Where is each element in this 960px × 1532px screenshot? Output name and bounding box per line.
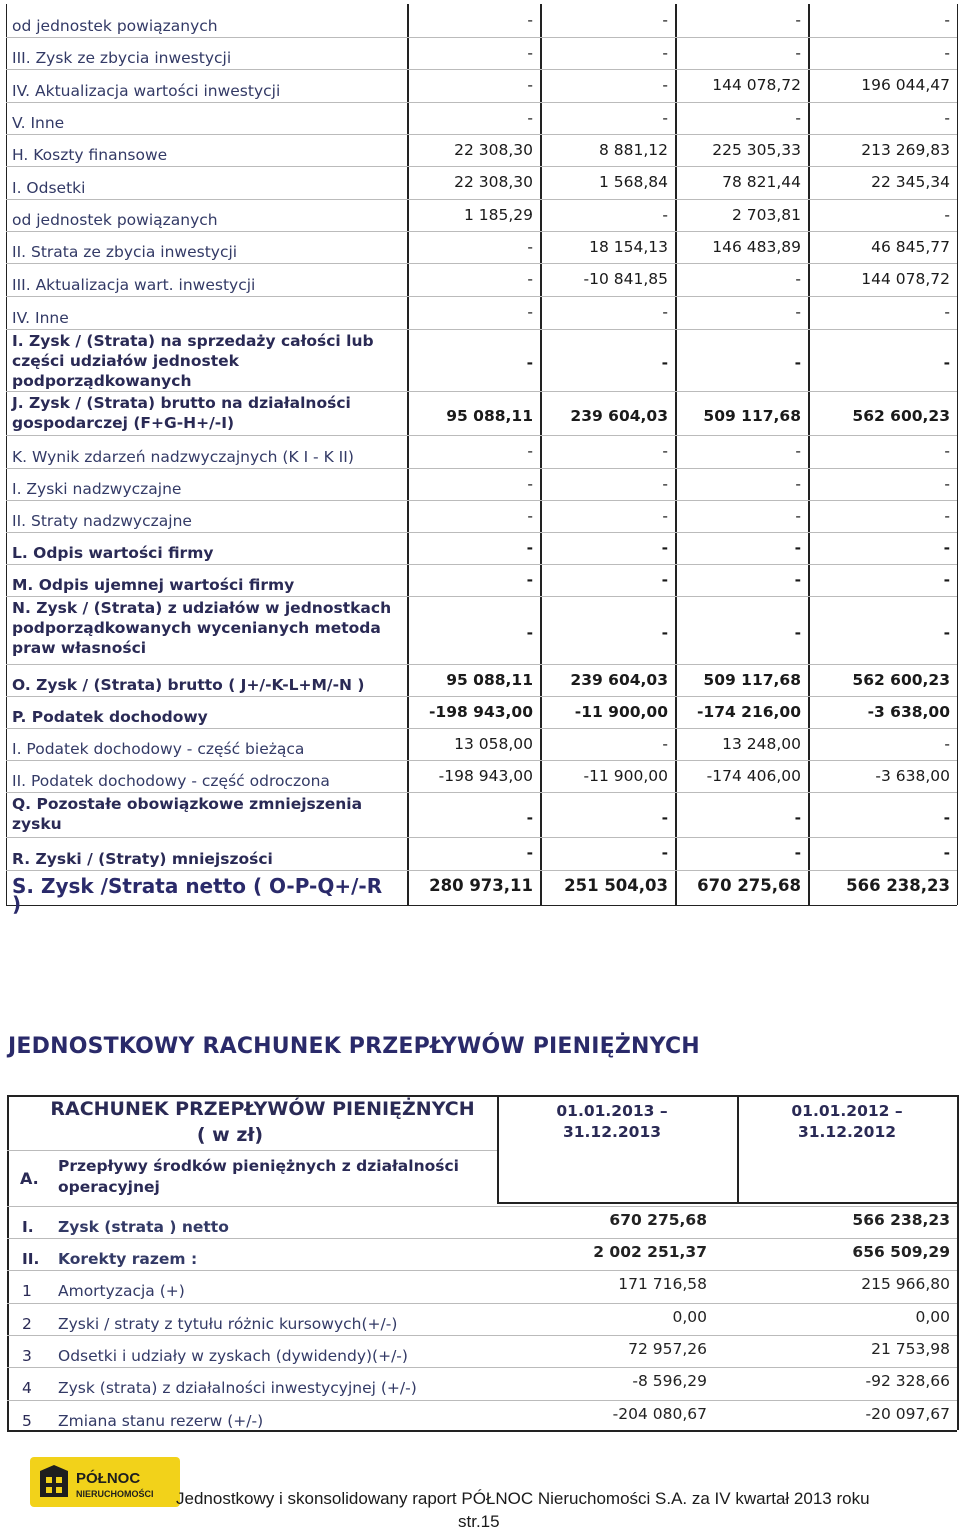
pl-value-cell: 18 154,13 [589, 238, 668, 256]
logo-subtitle: NIERUCHOMOŚCI [76, 1489, 154, 1499]
pl-value-cell: - [662, 76, 668, 94]
cf-value-2012: 566 238,23 [852, 1211, 950, 1229]
pl-value-cell: - [662, 442, 668, 460]
cf-value-2012: 21 753,98 [871, 1340, 950, 1358]
pl-value-cell: - [526, 354, 533, 372]
cf-value-2013: 670 275,68 [609, 1211, 707, 1229]
pl-row-label: I. Odsetki [12, 179, 86, 197]
cf-row-label: Amortyzacja (+) [58, 1282, 185, 1300]
pl-value-cell: - [944, 109, 950, 127]
pl-value-cell: - [794, 624, 801, 642]
cf-section-label: Przepływy środków pieniężnych z działalności operacyjnej [58, 1157, 459, 1196]
pl-value-cell: -11 900,00 [574, 703, 668, 721]
pl-value-cell: - [795, 11, 801, 29]
pl-value-cell: 144 078,72 [712, 76, 801, 94]
pl-value-cell: 144 078,72 [861, 270, 950, 288]
page-number: str.15 [458, 1512, 500, 1531]
pl-value-cell: 239 604,03 [570, 407, 668, 425]
cf-row-label: Korekty razem : [58, 1250, 198, 1268]
pl-value-cell: - [526, 808, 533, 827]
pl-row-label: N. Zysk / (Strata) z udziałów w jednostkach podporządkowanych wycenianych metoda praw własności [12, 599, 392, 657]
pl-value-cell: - [944, 735, 950, 753]
pl-value-cell: - [944, 303, 950, 321]
pl-value-cell: 566 238,23 [846, 876, 950, 895]
pl-value-cell: 509 117,68 [703, 671, 801, 689]
pl-row-label: H. Koszty finansowe [12, 146, 168, 164]
pl-value-cell: - [526, 624, 533, 642]
pl-value-cell: - [661, 844, 668, 862]
cf-row-label: Zyski / straty z tytułu różnic kursowych(+/-) [58, 1315, 398, 1333]
pl-value-cell: -174 406,00 [706, 767, 801, 785]
pl-value-cell: 670 275,68 [697, 876, 801, 895]
pl-value-cell: - [661, 571, 668, 589]
pl-value-cell: - [794, 844, 801, 862]
pl-value-cell: 95 088,11 [446, 671, 533, 689]
pl-value-cell: 13 058,00 [454, 735, 533, 753]
pl-value-cell: 8 881,12 [598, 141, 668, 159]
pl-row-label: IV. Aktualizacja wartości inwestycji [12, 82, 281, 100]
cf-row-number: 2 [22, 1315, 32, 1333]
pl-value-cell: 46 845,77 [871, 238, 950, 256]
pl-value-cell: - [795, 44, 801, 62]
pl-value-cell: - [662, 11, 668, 29]
pl-value-cell: - [795, 507, 801, 525]
pl-value-cell: 239 604,03 [570, 671, 668, 689]
pl-value-cell: - [662, 206, 668, 224]
pl-value-cell: - [943, 571, 950, 589]
pl-row-label: III. Aktualizacja wart. inwestycji [12, 276, 256, 294]
pl-value-cell: - [795, 303, 801, 321]
pl-value-cell: - [944, 44, 950, 62]
pl-value-cell: - [527, 475, 533, 493]
cf-col1-period-start: 01.01.2013 – [556, 1102, 668, 1120]
pl-value-cell: -174 216,00 [697, 703, 801, 721]
pl-row-label: III. Zysk ze zbycia inwestycji [12, 49, 232, 67]
pl-row-label: I. Zysk / (Strata) na sprzedaży całości lub części udziałów jednostek podporządkowanych [12, 332, 374, 390]
pl-value-cell: - [661, 624, 668, 642]
pl-value-cell: - [526, 571, 533, 589]
pl-value-cell: - [794, 354, 801, 372]
cf-header-title: RACHUNEK PRZEPŁYWÓW PIENIĘŻNYCH [50, 1098, 475, 1120]
cf-row-number: 3 [22, 1347, 32, 1365]
pl-value-cell: 280 973,11 [429, 876, 533, 895]
cf-value-2013: 72 957,26 [628, 1340, 707, 1358]
pl-value-cell: - [662, 507, 668, 525]
pl-value-cell: - [527, 109, 533, 127]
cf-row-number: I. [22, 1218, 34, 1236]
cf-row-number: 1 [22, 1282, 32, 1300]
pl-row-label: od jednostek powiązanych [12, 211, 218, 229]
cf-value-2012: 656 509,29 [852, 1243, 950, 1261]
pl-value-cell: - [794, 539, 801, 557]
pl-row-label: O. Zysk / (Strata) brutto ( J+/-K-L+M/-N ) [12, 676, 365, 694]
cf-value-2013: -204 080,67 [612, 1405, 707, 1423]
pl-value-cell: - [661, 539, 668, 557]
cf-value-2013: -8 596,29 [632, 1372, 707, 1390]
pl-value-cell: - [944, 475, 950, 493]
pl-value-cell: -3 638,00 [867, 703, 950, 721]
pl-value-cell: - [795, 442, 801, 460]
pl-value-cell: - [527, 238, 533, 256]
pl-value-cell: 22 308,30 [454, 141, 533, 159]
pl-row-label: II. Podatek dochodowy - część odroczona [12, 772, 330, 790]
pl-value-cell: - [527, 76, 533, 94]
pl-value-cell: - [943, 624, 950, 642]
pl-value-cell: 225 305,33 [712, 141, 801, 159]
pl-value-cell: 78 821,44 [722, 173, 801, 191]
pl-row-label: M. Odpis ujemnej wartości firmy [12, 576, 295, 594]
pl-value-cell: - [527, 507, 533, 525]
cf-row-label: Odsetki i udziały w zyskach (dywidendy)(+/-) [58, 1347, 408, 1365]
cf-col2-period-end: 31.12.2012 [797, 1123, 897, 1141]
pl-value-cell: 196 044,47 [861, 76, 950, 94]
cf-row-number: 4 [22, 1379, 32, 1397]
pl-value-cell: 22 308,30 [454, 173, 533, 191]
pl-value-cell: - [943, 354, 950, 372]
pl-row-label: I. Zyski nadzwyczajne [12, 480, 182, 498]
cf-value-2012: 215 966,80 [861, 1275, 950, 1293]
pl-value-cell: 562 600,23 [852, 671, 950, 689]
pl-row-label: Q. Pozostałe obowiązkowe zmniejszenia zysku [12, 795, 363, 833]
pl-value-cell: - [944, 206, 950, 224]
footer-text: Jednostkowy i skonsolidowany raport PÓŁNOC Nieruchomości S.A. za IV kwartał 2013 roku [176, 1489, 870, 1508]
pl-value-cell: 95 088,11 [446, 407, 533, 425]
pl-value-cell: - [662, 475, 668, 493]
pl-value-cell: -10 841,85 [583, 270, 668, 288]
pl-value-cell: - [661, 808, 668, 827]
pl-value-cell: 251 504,03 [564, 876, 668, 895]
cash-flow-section-title: JEDNOSTKOWY RACHUNEK PRZEPŁYWÓW PIENIĘŻNYCH [8, 1034, 700, 1059]
cf-row-label: Zysk (strata ) netto [58, 1218, 229, 1236]
pl-value-cell: - [944, 11, 950, 29]
pl-row-label: K. Wynik zdarzeń nadzwyczajnych (K I - K II) [12, 448, 354, 466]
pl-value-cell: -11 900,00 [583, 767, 668, 785]
pl-row-label: V. Inne [12, 114, 65, 132]
pl-value-cell: - [661, 354, 668, 372]
company-logo [30, 1457, 180, 1507]
cf-value-2012: -20 097,67 [865, 1405, 950, 1423]
pl-row-label: II. Straty nadzwyczajne [12, 512, 192, 530]
pl-value-cell: - [795, 475, 801, 493]
cf-row-label: Zmiana stanu rezerw (+/-) [58, 1412, 264, 1430]
pl-value-cell: - [527, 442, 533, 460]
pl-value-cell: - [662, 303, 668, 321]
cf-value-2013: 171 716,58 [618, 1275, 707, 1293]
pl-value-cell: - [662, 109, 668, 127]
pl-value-cell: - [943, 539, 950, 557]
pl-row-label: S. Zysk /Strata netto ( O-P-Q+/-R ) [12, 874, 383, 916]
pl-value-cell: -198 943,00 [429, 703, 533, 721]
cf-col2-period-start: 01.01.2012 – [791, 1102, 903, 1120]
pl-value-cell: - [662, 44, 668, 62]
pl-value-cell: - [527, 303, 533, 321]
pl-value-cell: - [944, 442, 950, 460]
pl-value-cell: 1 568,84 [598, 173, 668, 191]
pl-value-cell: 562 600,23 [852, 407, 950, 425]
pl-row-label: II. Strata ze zbycia inwestycji [12, 243, 238, 261]
pl-value-cell: - [794, 571, 801, 589]
pl-value-cell: 213 269,83 [861, 141, 950, 159]
pl-value-cell: - [526, 844, 533, 862]
pl-value-cell: 22 345,34 [871, 173, 950, 191]
cf-value-2012: 0,00 [915, 1308, 950, 1326]
pl-value-cell: - [527, 11, 533, 29]
pl-value-cell: 2 703,81 [731, 206, 801, 224]
pl-row-label: P. Podatek dochodowy [12, 708, 208, 726]
logo-name: PÓŁNOC [76, 1470, 141, 1487]
pl-value-cell: - [527, 44, 533, 62]
pl-value-cell: 13 248,00 [722, 735, 801, 753]
pl-value-cell: - [794, 808, 801, 827]
cf-col1-period-end: 31.12.2013 [562, 1123, 662, 1141]
cf-row-number: II. [22, 1250, 40, 1268]
cf-row-label: Zysk (strata) z działalności inwestycyjnej (+/-) [58, 1379, 417, 1397]
pl-value-cell: - [795, 270, 801, 288]
pl-value-cell: - [526, 539, 533, 557]
cf-row-number: 5 [22, 1412, 32, 1430]
pl-value-cell: 146 483,89 [712, 238, 801, 256]
cf-value-2012: -92 328,66 [865, 1372, 950, 1390]
cf-value-2013: 0,00 [672, 1308, 707, 1326]
pl-row-label: I. Podatek dochodowy - część bieżąca [12, 740, 305, 758]
cf-section-letter: A. [20, 1169, 39, 1188]
pl-value-cell: 1 185,29 [463, 206, 533, 224]
cf-header-unit: ( w zł) [196, 1124, 264, 1146]
pl-value-cell: - [527, 270, 533, 288]
pl-row-label: J. Zysk / (Strata) brutto na działalności gospodarczej (F+G-H+/-I) [12, 394, 351, 432]
pl-value-cell: -198 943,00 [438, 767, 533, 785]
pl-row-label: od jednostek powiązanych [12, 17, 218, 35]
pl-row-label: R. Zyski / (Straty) mniejszości [12, 850, 273, 868]
pl-value-cell: - [944, 507, 950, 525]
pl-value-cell: -3 638,00 [875, 767, 950, 785]
pl-value-cell: 509 117,68 [703, 407, 801, 425]
pl-value-cell: - [943, 844, 950, 862]
pl-row-label: L. Odpis wartości firmy [12, 544, 214, 562]
pl-row-label: IV. Inne [12, 309, 69, 327]
pl-value-cell: - [943, 808, 950, 827]
pl-value-cell: - [662, 735, 668, 753]
pl-value-cell: - [795, 109, 801, 127]
cf-value-2013: 2 002 251,37 [593, 1243, 707, 1261]
